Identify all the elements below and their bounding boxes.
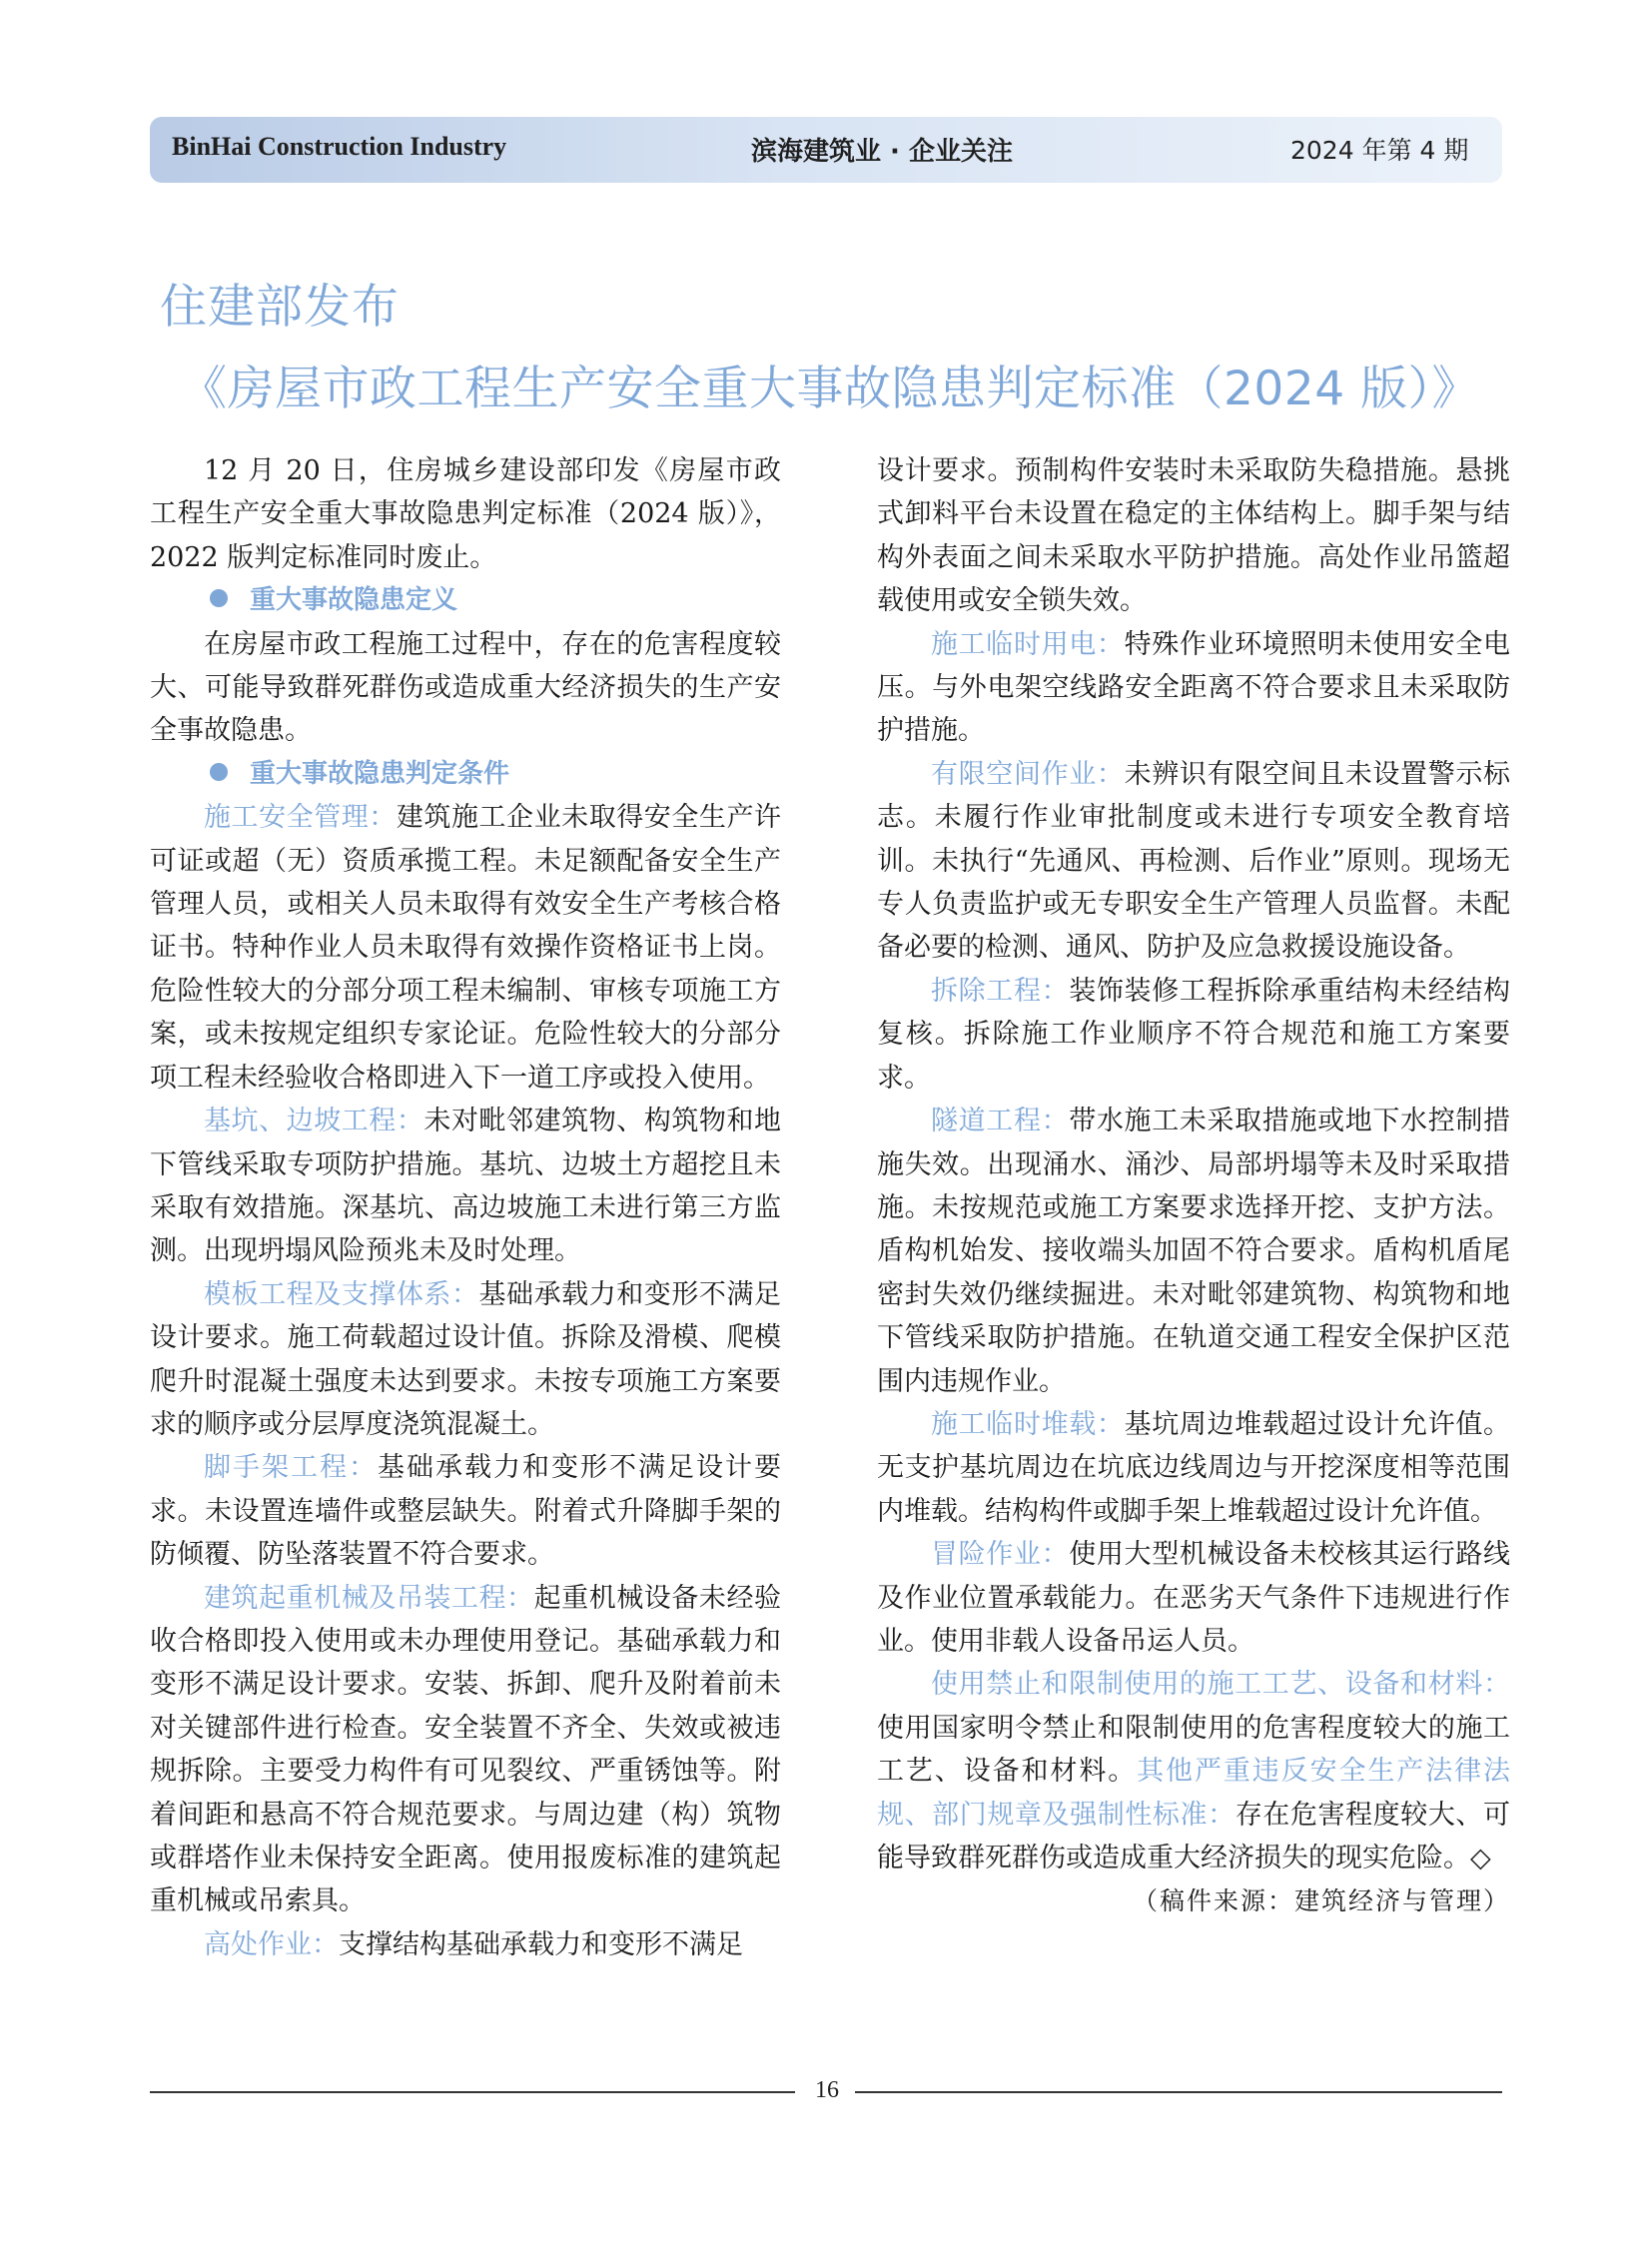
bullet-icon: [210, 589, 228, 607]
condition-label: 其他严重违反安全生产法律法规、部门规章及强制性标准：: [877, 1756, 1511, 1831]
footer-rule-right: [855, 2091, 1502, 2093]
condition-paragraph: 施工临时用电：特殊作业环境照明未使用安全电压。与外电架空线路安全距离不符合要求且未采取防护措施。: [877, 628, 1511, 747]
condition-label: 脚手架工程：: [204, 1452, 378, 1484]
article-title-line2: 《房屋市政工程生产安全重大事故隐患判定标准（2024 版）》: [180, 362, 1480, 416]
condition-paragraph: 拆除工程：装饰装修工程拆除承重结构未经结构复核。拆除施工作业顺序不符合规范和施工方案要求。: [877, 975, 1510, 1094]
journal-name: BinHai Construction Industry: [172, 132, 507, 161]
page-number: 16: [815, 2077, 839, 2103]
condition-label: 施工临时堆载：: [931, 1408, 1125, 1440]
condition-label: 建筑起重机械及吊装工程：: [204, 1582, 534, 1614]
issue-number: 2024 年第 4 期: [1290, 136, 1469, 165]
article-source: （稿件来源：建筑经济与管理）: [1132, 1886, 1510, 1916]
condition-paragraph: 脚手架工程：基础承载力和变形不满足设计要求。未设置连墙件或整层缺失。附着式升降脚手架的防倾覆、防坠落装置不符合要求。: [150, 1452, 781, 1571]
article-title-line1: 住建部发布: [160, 280, 400, 335]
section-heading-definition: 重大事故隐患定义: [150, 579, 781, 622]
condition-label: 冒险作业：: [931, 1539, 1070, 1571]
section-name: 滨海建筑业 · 企业关注: [751, 137, 1013, 167]
condition-paragraph: 模板工程及支撑体系：基础承载力和变形不满足设计要求。施工荷载超过设计值。拆除及滑模、爬模爬升时混凝土强度未达到要求。未按专项施工方案要求的顺序或分层厚度浇筑混凝土。: [150, 1278, 781, 1440]
condition-label: 有限空间作业：: [931, 758, 1125, 790]
condition-label: 隧道工程：: [931, 1106, 1070, 1137]
left-column: [150, 449, 781, 1966]
condition-label: 基坑、边坡工程：: [204, 1106, 424, 1137]
condition-label: 拆除工程：: [931, 975, 1070, 1007]
condition-label: 模板工程及支撑体系：: [204, 1278, 479, 1310]
condition-paragraph: 建筑起重机械及吊装工程：起重机械设备未经验收合格即投入使用或未办理使用登记。基础承载力和变形不满足设计要求。安装、拆卸、爬升及附着前未对关键部件进行检查。安全装置不齐全、失效或被违规拆除。主要受力构件有可见裂纹、严重锈蚀等。附着间距和悬高不符合规范要求。与周边建（构）筑物或群塔作业未保持安全距离。使用报废标准的建筑起重机械或吊索具。: [150, 1582, 782, 1917]
condition-paragraph: 高处作业：支撑结构基础承载力和变形不满足: [204, 1928, 743, 1960]
condition-label: 施工临时用电：: [931, 628, 1125, 660]
continuation-paragraph: 设计要求。预制构件安装时未采取防失稳措施。悬挑式卸料平台未设置在稳定的主体结构上。脚手架与结构外表面之间未采取水平防护措施。高处作业吊篮超载使用或安全锁失效。: [877, 455, 1510, 617]
intro-paragraph: 12 月 20 日，住房城乡建设部印发《房屋市政工程生产安全重大事故隐患判定标准（2024 版）》，2022 版判定标准同时废止。: [150, 455, 781, 573]
condition-label: 使用禁止和限制使用的施工工艺、设备和材料：: [931, 1669, 1510, 1701]
condition-label: 施工安全管理：: [204, 802, 397, 834]
bullet-icon: [210, 763, 228, 781]
condition-paragraph: 使用禁止和限制使用的施工工艺、设备和材料：使用国家明令禁止和限制使用的危害程度较大的施工工艺、设备和材料。其他严重违反安全生产法律法规、部门规章及强制性标准：存在危害程度较大、可能导致群死群伤或造成重大经济损失的现实危险。◇ （稿件来源：建筑经济与管理）: [877, 1663, 1510, 1879]
condition-paragraph: 施工安全管理：建筑施工企业未取得安全生产许可证或超（无）资质承揽工程。未足额配备安全生产管理人员，或相关人员未取得有效安全生产考核合格证书。特种作业人员未取得有效操作资格证书上岗。危险性较大的分部分项工程未编制、审核专项施工方案，或未按规定组织专家论证。危险性较大的分部分项工程未经验收合格即进入下一道工序或投入使用。: [150, 802, 782, 1094]
condition-paragraph: 隧道工程：带水施工未采取措施或地下水控制措施失效。出现涌水、涌沙、局部坍塌等未及时采取措施。未按规范或施工方案要求选择开挖、支护方法。盾构机始发、接收端头加固不符合要求。盾构机盾尾密封失效仍继续掘进。未对毗邻建筑物、构筑物和地下管线采取防护措施。在轨道交通工程安全保护区范围内违规作业。: [877, 1106, 1510, 1397]
condition-paragraph: 基坑、边坡工程：未对毗邻建筑物、构筑物和地下管线采取专项防护措施。基坑、边坡土方超挖且未采取有效措施。深基坑、高边坡施工未进行第三方监测。出现坍塌风险预兆未及时处理。: [150, 1106, 782, 1267]
condition-paragraph: 有限空间作业：未辨识有限空间且未设置警示标志。未履行作业审批制度或未进行专项安全教育培训。未执行“先通风、再检测、后作业”原则。现场无专人负责监护或无专职安全生产管理人员监督。未配备必要的检测、通风、防护及应急救援设施设备。: [877, 758, 1511, 964]
condition-label: 高处作业：: [204, 1928, 339, 1960]
footer-rule-left: [150, 2091, 795, 2093]
right-column: [877, 449, 1510, 1923]
condition-paragraph: 冒险作业：使用大型机械设备未校核其运行路线及作业位置承载能力。在恶劣天气条件下违规进行作业。使用非载人设备吊运人员。: [877, 1539, 1510, 1657]
definition-paragraph: 在房屋市政工程施工过程中，存在的危害程度较大、可能导致群死群伤或造成重大经济损失的生产安全事故隐患。: [150, 628, 781, 747]
section-heading-conditions: 重大事故隐患判定条件: [150, 753, 781, 796]
condition-paragraph: 施工临时堆载：基坑周边堆载超过设计允许值。无支护基坑周边在坑底边线周边与开挖深度相等范围内堆载。结构构件或脚手架上堆载超过设计允许值。: [877, 1408, 1511, 1527]
